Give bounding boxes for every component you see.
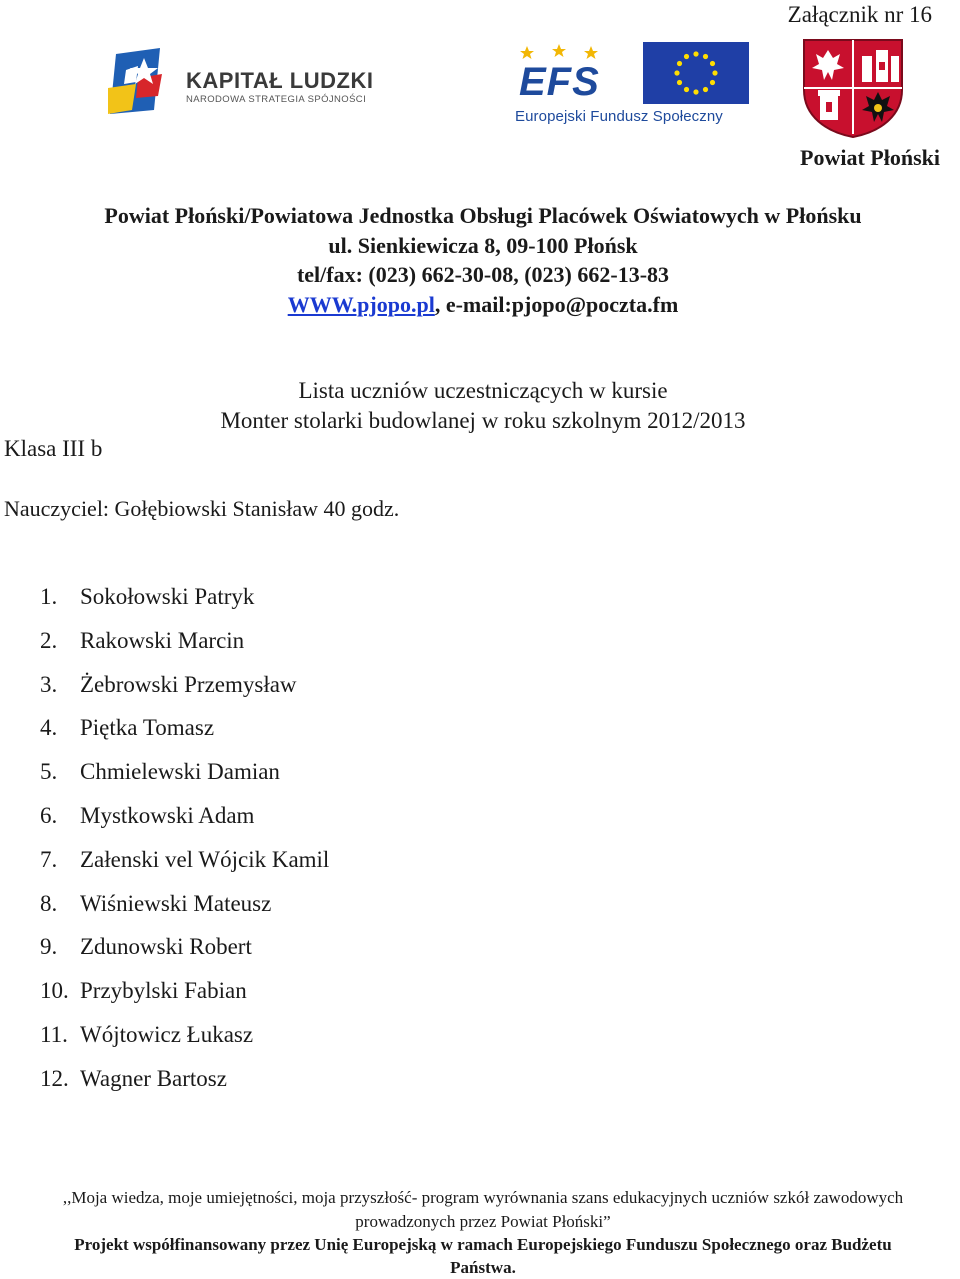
student-name: Wagner Bartosz bbox=[80, 1065, 227, 1091]
list-item bbox=[40, 887, 329, 931]
student-number: 1. bbox=[40, 584, 58, 609]
efs-logo bbox=[505, 38, 765, 138]
student-name: Chmielewski Damian bbox=[80, 759, 280, 785]
student-name: Sokołowski Patryk bbox=[80, 584, 255, 609]
header-address bbox=[0, 201, 960, 319]
title-line-2: Monter stolarki budowlanej w roku szkolnym 2012/2013 bbox=[220, 408, 746, 433]
list-item bbox=[40, 930, 329, 974]
list-item bbox=[40, 668, 329, 712]
student-number: 12. bbox=[40, 1065, 69, 1091]
student-number: 4. bbox=[40, 715, 58, 741]
list-item bbox=[40, 1062, 329, 1106]
students-list bbox=[40, 580, 329, 1106]
class-label: Klasa III b bbox=[4, 436, 103, 461]
teacher-info: Nauczyciel: Gołębiowski Stanisław 40 godz. bbox=[4, 496, 400, 521]
kapital-ludzki-title: KAPITAŁ LUDZKI bbox=[186, 68, 374, 93]
list-item bbox=[40, 624, 329, 668]
coat-of-arms-icon bbox=[800, 38, 906, 138]
header-contact bbox=[0, 290, 960, 320]
student-name: Wiśniewski Mateusz bbox=[80, 890, 272, 916]
efs-letters: EFS bbox=[519, 60, 600, 104]
footer-project-note bbox=[0, 1233, 960, 1279]
list-item bbox=[40, 799, 329, 843]
county-label: Powiat Płoński bbox=[800, 145, 940, 170]
footer-project-line-2: Państwa. bbox=[450, 1258, 516, 1277]
student-number: 6. bbox=[40, 802, 58, 828]
student-name: Zdunowski Robert bbox=[80, 934, 252, 960]
website-link[interactable]: WWW.pjopo.pl bbox=[287, 291, 435, 317]
coat-of-arms-logo bbox=[800, 38, 906, 138]
student-name: Piętka Tomasz bbox=[80, 715, 215, 741]
footer-project-line-1: Projekt współfinansowany przez Unię Europejską w ramach Europejskiego Funduszu Społecznego oraz Budżetu bbox=[74, 1235, 892, 1254]
header-phone: tel/fax: (023) 662-30-08, (023) 662-13-83 bbox=[296, 262, 670, 287]
student-name: Załenski vel Wójcik Kamil bbox=[80, 846, 330, 872]
student-number: 3. bbox=[40, 671, 58, 697]
student-number: 10. bbox=[40, 978, 69, 1004]
list-item bbox=[40, 711, 329, 755]
attachment-label: Załącznik nr 16 bbox=[787, 2, 932, 27]
header-street: ul. Sienkiewicza 8, 09-100 Płońsk bbox=[328, 232, 638, 258]
student-number: 11. bbox=[40, 1021, 68, 1047]
list-title bbox=[0, 376, 960, 436]
kapital-ludzki-subtitle: NARODOWA STRATEGIA SPÓJNOŚCI bbox=[186, 94, 367, 105]
efs-caption: Europejski Fundusz Społeczny bbox=[515, 108, 723, 125]
eu-flag-icon bbox=[643, 42, 749, 104]
header-email: , e-mail:pjopo@poczta.fm bbox=[434, 291, 679, 317]
footer-program-quote bbox=[0, 1186, 960, 1234]
list-item bbox=[40, 580, 329, 624]
list-item bbox=[40, 1018, 329, 1062]
list-item bbox=[40, 755, 329, 799]
student-number: 7. bbox=[40, 846, 58, 872]
student-name: Żebrowski Przemysław bbox=[80, 671, 297, 697]
title-line-1: Lista uczniów uczestniczących w kursie bbox=[298, 378, 668, 403]
student-number: 8. bbox=[40, 890, 58, 916]
student-name: Wójtowicz Łukasz bbox=[80, 1021, 254, 1047]
list-item bbox=[40, 843, 329, 887]
list-item bbox=[40, 974, 329, 1018]
header-institution: Powiat Płoński/Powiatowa Jednostka Obsługi Placówek Oświatowych w Płońsku bbox=[104, 203, 862, 228]
student-number: 5. bbox=[40, 759, 58, 785]
student-number: 9. bbox=[40, 934, 58, 960]
footer-quote-line-2: prowadzonych przez Powiat Płoński” bbox=[355, 1212, 611, 1231]
kapital-ludzki-logo bbox=[108, 48, 408, 128]
student-number: 2. bbox=[40, 627, 58, 653]
footer-quote-line-1: ,,Moja wiedza, moje umiejętności, moja przyszłość- program wyrównania szans edukacyjnych uczniów szkół zawodowych bbox=[62, 1188, 904, 1207]
student-name: Przybylski Fabian bbox=[80, 978, 247, 1004]
student-name: Mystkowski Adam bbox=[80, 802, 255, 828]
student-name: Rakowski Marcin bbox=[80, 627, 245, 653]
kapital-ludzki-emblem-icon bbox=[108, 48, 184, 128]
